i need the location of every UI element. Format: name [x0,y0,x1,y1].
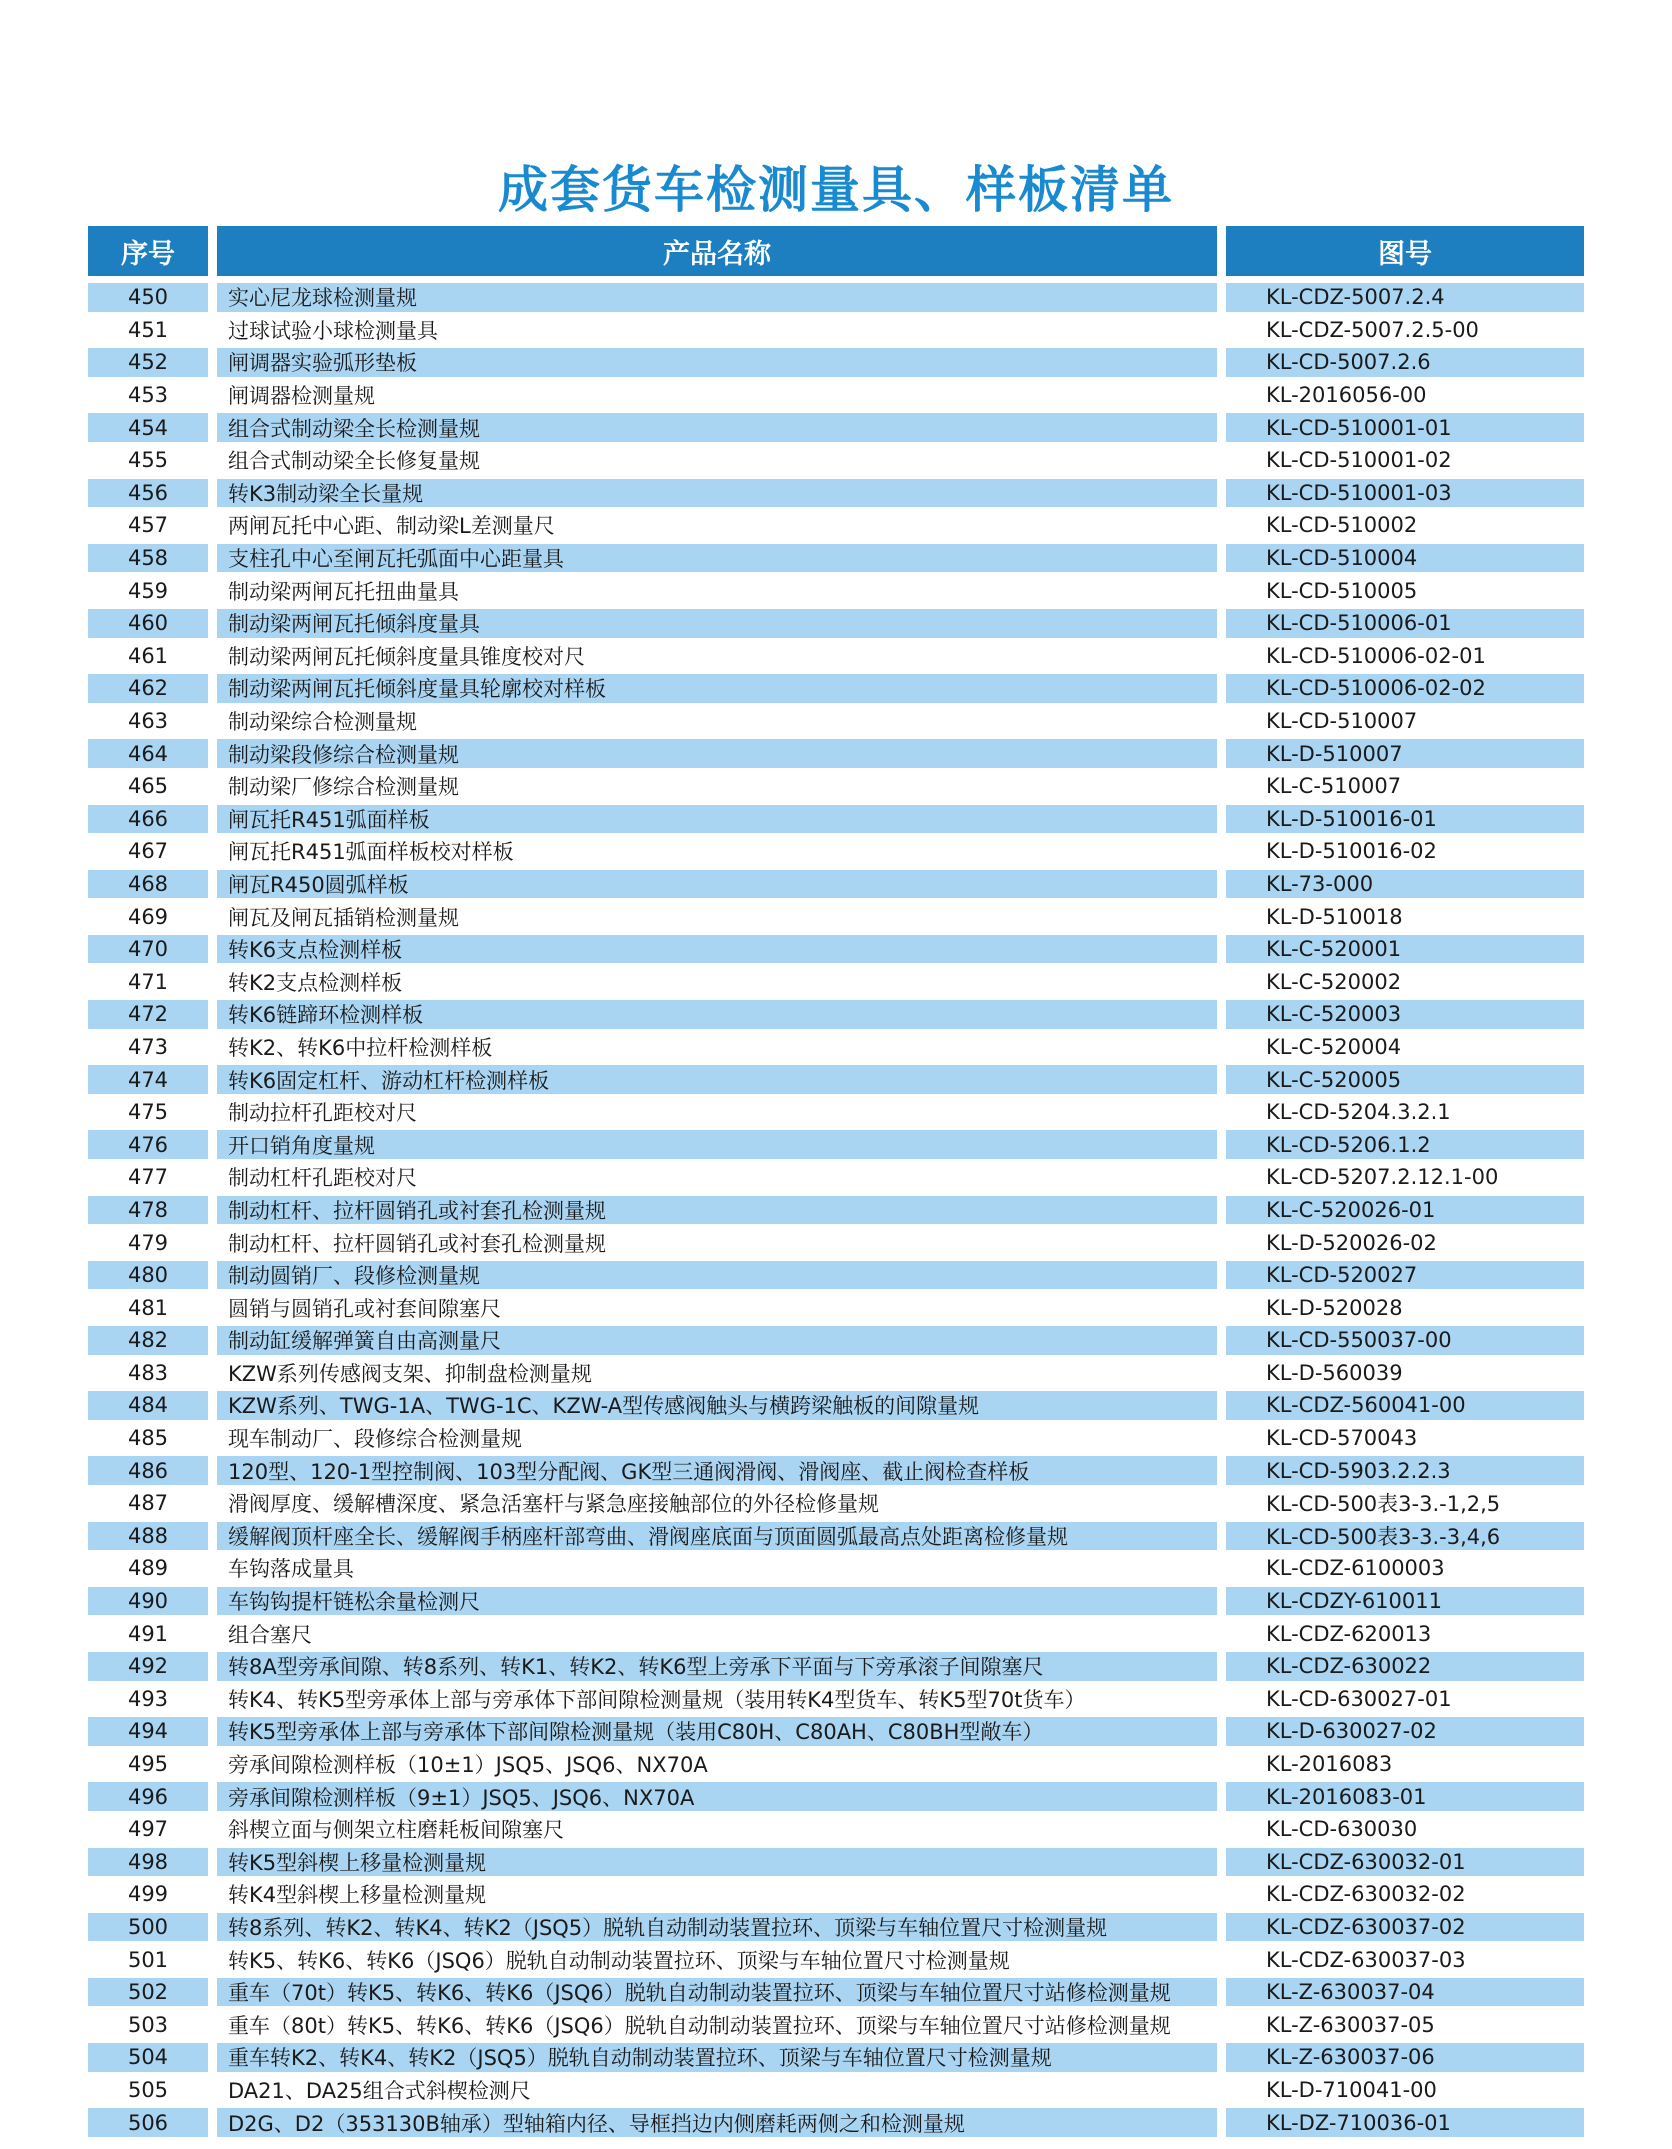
row-product-name: 支柱孔中心至闸瓦托弧面中心距量具 [217,544,1217,573]
table-row [88,1454,1584,1487]
table-row [88,1813,1584,1846]
table-row [88,1226,1584,1259]
table-row [88,542,1584,575]
row-drawing-number: KL-D-630027-02 [1226,1717,1584,1746]
row-product-name: 转K4、转K5型旁承体上部与旁承体下部间隙检测量规（装用转K4型货车、转K5型70t货车） [217,1685,1217,1714]
table-row [88,1259,1584,1292]
table-row [88,1748,1584,1781]
row-product-name: 闸调器检测量规 [217,381,1217,410]
row-product-name: 闸调器实验弧形垫板 [217,348,1217,377]
table-row [88,1846,1584,1879]
row-product-name: 旁承间隙检测样板（9±1）JSQ5、JSQ6、NX70A [217,1782,1217,1811]
table-row [88,640,1584,673]
row-product-name: 现车制动厂、段修综合检测量规 [217,1424,1217,1453]
row-serial: 471 [88,967,208,996]
row-serial: 492 [88,1652,208,1681]
row-drawing-number: KL-CD-500表3-3.-3,4,6 [1226,1522,1584,1551]
table-row [88,1031,1584,1064]
row-serial: 481 [88,1293,208,1322]
table-row [88,1487,1584,1520]
row-product-name: 转K3制动梁全长量规 [217,479,1217,508]
row-drawing-number: KL-CD-520027 [1226,1261,1584,1290]
row-serial: 477 [88,1163,208,1192]
row-product-name: 转K2支点检测样板 [217,967,1217,996]
row-drawing-number: KL-CD-5207.2.12.1-00 [1226,1163,1584,1192]
row-drawing-number: KL-CD-510005 [1226,576,1584,605]
row-product-name: 重车（80t）转K5、转K6、转K6（JSQ6）脱轨自动制动装置拉环、顶梁与车轴位置尺寸站修检测量规 [217,2010,1217,2039]
row-drawing-number: KL-C-510007 [1226,772,1584,801]
row-product-name: 制动缸缓解弹簧自由高测量尺 [217,1326,1217,1355]
table-row [88,346,1584,379]
table-row [88,314,1584,347]
row-product-name: 实心尼龙球检测量规 [217,283,1217,312]
row-drawing-number: KL-CD-630030 [1226,1815,1584,1844]
table-row [88,1357,1584,1390]
table-row [88,1194,1584,1227]
row-serial: 495 [88,1750,208,1779]
row-drawing-number: KL-2016083 [1226,1750,1584,1779]
row-serial: 463 [88,707,208,736]
row-product-name: DA21、DA25组合式斜楔检测尺 [217,2076,1217,2105]
row-drawing-number: KL-CDZ-630032-01 [1226,1848,1584,1877]
row-serial: 452 [88,348,208,377]
row-product-name: 组合式制动梁全长修复量规 [217,446,1217,475]
row-product-name: 制动杠杆孔距校对尺 [217,1163,1217,1192]
row-serial: 491 [88,1619,208,1648]
table-row [88,1943,1584,1976]
row-drawing-number: KL-D-520026-02 [1226,1228,1584,1257]
row-drawing-number: KL-CDZ-630022 [1226,1652,1584,1681]
table-row [88,444,1584,477]
table-row [88,900,1584,933]
row-serial: 450 [88,283,208,312]
row-serial: 486 [88,1456,208,1485]
row-product-name: 制动梁两闸瓦托扭曲量具 [217,576,1217,605]
table-row [88,1291,1584,1324]
table-header [88,226,1584,276]
row-serial: 451 [88,316,208,345]
table-row [88,2074,1584,2107]
table-row [88,607,1584,640]
row-product-name: 转8系列、转K2、转K4、转K2（JSQ5）脱轨自动制动装置拉环、顶梁与车轴位置尺寸检测量规 [217,1913,1217,1942]
row-drawing-number: KL-CDZ-6100003 [1226,1554,1584,1583]
row-serial: 484 [88,1391,208,1420]
row-drawing-number: KL-CD-5206.1.2 [1226,1130,1584,1159]
row-serial: 493 [88,1685,208,1714]
row-drawing-number: KL-D-560039 [1226,1359,1584,1388]
row-drawing-number: KL-2016083-01 [1226,1782,1584,1811]
row-serial: 474 [88,1065,208,1094]
row-drawing-number: KL-CD-510002 [1226,511,1584,540]
table-row [88,672,1584,705]
row-serial: 462 [88,674,208,703]
row-serial: 506 [88,2108,208,2137]
table-row [88,868,1584,901]
row-product-name: 转K2、转K6中拉杆检测样板 [217,1033,1217,1062]
product-table [88,226,1584,2139]
row-serial: 475 [88,1098,208,1127]
table-row [88,1976,1584,2009]
table-row [88,803,1584,836]
row-serial: 499 [88,1880,208,1909]
table-row [88,1389,1584,1422]
table-row [88,770,1584,803]
table-row [88,477,1584,510]
row-serial: 485 [88,1424,208,1453]
row-drawing-number: KL-D-510016-01 [1226,805,1584,834]
row-drawing-number: KL-CD-510001-03 [1226,479,1584,508]
table-row [88,1161,1584,1194]
table-row [88,965,1584,998]
row-drawing-number: KL-CDZ-560041-00 [1226,1391,1584,1420]
row-drawing-number: KL-D-510007 [1226,739,1584,768]
row-serial: 469 [88,902,208,931]
row-drawing-number: KL-C-520026-01 [1226,1196,1584,1225]
table-row [88,998,1584,1031]
row-drawing-number: KL-2016056-00 [1226,381,1584,410]
row-product-name: 制动拉杆孔距校对尺 [217,1098,1217,1127]
table-row [88,1585,1584,1618]
row-serial: 502 [88,1978,208,2007]
table-row [88,705,1584,738]
table-row [88,1128,1584,1161]
table-row [88,281,1584,314]
row-drawing-number: KL-CDZ-630032-02 [1226,1880,1584,1909]
row-serial: 456 [88,479,208,508]
row-serial: 487 [88,1489,208,1518]
row-drawing-number: KL-CD-570043 [1226,1424,1584,1453]
table-row [88,1683,1584,1716]
table-row [88,574,1584,607]
row-serial: 468 [88,870,208,899]
row-drawing-number: KL-C-520001 [1226,935,1584,964]
table-row [88,379,1584,412]
row-serial: 455 [88,446,208,475]
row-product-name: 制动梁厂修综合检测量规 [217,772,1217,801]
row-drawing-number: KL-C-520003 [1226,1000,1584,1029]
row-drawing-number: KL-C-520004 [1226,1033,1584,1062]
row-product-name: 转K6链蹄环检测样板 [217,1000,1217,1029]
row-product-name: 120型、120-1型控制阀、103型分配阀、GK型三通阀滑阀、滑阀座、截止阀检查样板 [217,1456,1217,1485]
row-serial: 464 [88,739,208,768]
row-serial: 500 [88,1913,208,1942]
row-product-name: 重车（70t）转K5、转K6、转K6（JSQ6）脱轨自动制动装置拉环、顶梁与车轴位置尺寸站修检测量规 [217,1978,1217,2007]
row-product-name: 旁承间隙检测样板（10±1）JSQ5、JSQ6、NX70A [217,1750,1217,1779]
row-serial: 478 [88,1196,208,1225]
table-body [88,281,1584,2139]
table-row [88,1096,1584,1129]
row-product-name: 闸瓦托R451弧面样板校对样板 [217,837,1217,866]
row-product-name: 转K5型斜楔上移量检测量规 [217,1848,1217,1877]
row-product-name: 闸瓦托R451弧面样板 [217,805,1217,834]
row-serial: 490 [88,1587,208,1616]
row-serial: 496 [88,1782,208,1811]
row-drawing-number: KL-CDZ-5007.2.5-00 [1226,316,1584,345]
table-row [88,1617,1584,1650]
row-serial: 503 [88,2010,208,2039]
row-serial: 466 [88,805,208,834]
row-serial: 497 [88,1815,208,1844]
row-drawing-number: KL-CD-630027-01 [1226,1685,1584,1714]
table-row [88,835,1584,868]
row-product-name: 制动杠杆、拉杆圆销孔或衬套孔检测量规 [217,1228,1217,1257]
row-drawing-number: KL-D-510018 [1226,902,1584,931]
row-product-name: 两闸瓦托中心距、制动梁L差测量尺 [217,511,1217,540]
table-row [88,411,1584,444]
row-product-name: 组合式制动梁全长检测量规 [217,413,1217,442]
row-drawing-number: KL-Z-630037-04 [1226,1978,1584,2007]
row-product-name: 开口销角度量规 [217,1130,1217,1159]
row-product-name: 重车转K2、转K4、转K2（JSQ5）脱轨自动制动装置拉环、顶梁与车轴位置尺寸检测量规 [217,2043,1217,2072]
table-row [88,1878,1584,1911]
row-product-name: KZW系列、TWG-1A、TWG-1C、KZW-A型传感阀触头与横跨梁触板的间隙量规 [217,1391,1217,1420]
table-row [88,1520,1584,1553]
row-drawing-number: KL-C-520002 [1226,967,1584,996]
row-product-name: D2G、D2（353130B轴承）型轴箱内径、导框挡边内侧磨耗两侧之和检测量规 [217,2108,1217,2137]
row-serial: 480 [88,1261,208,1290]
row-serial: 498 [88,1848,208,1877]
row-product-name: 转K6固定杠杆、游动杠杆检测样板 [217,1065,1217,1094]
row-drawing-number: KL-CDZ-630037-03 [1226,1945,1584,1974]
row-product-name: 转K5型旁承体上部与旁承体下部间隙检测量规（装用C80H、C80AH、C80BH型敞车） [217,1717,1217,1746]
row-serial: 489 [88,1554,208,1583]
row-drawing-number: KL-CD-510007 [1226,707,1584,736]
row-serial: 459 [88,576,208,605]
row-product-name: 制动杠杆、拉杆圆销孔或衬套孔检测量规 [217,1196,1217,1225]
row-product-name: 转K6支点检测样板 [217,935,1217,964]
header-product-name: 产品名称 [217,226,1217,276]
row-drawing-number: KL-CDZ-620013 [1226,1619,1584,1648]
row-serial: 494 [88,1717,208,1746]
row-serial: 479 [88,1228,208,1257]
row-drawing-number: KL-CD-5007.2.6 [1226,348,1584,377]
row-product-name: 制动梁综合检测量规 [217,707,1217,736]
table-row [88,1552,1584,1585]
row-drawing-number: KL-C-520005 [1226,1065,1584,1094]
row-drawing-number: KL-CD-5204.3.2.1 [1226,1098,1584,1127]
row-product-name: 转K4型斜楔上移量检测量规 [217,1880,1217,1909]
row-serial: 483 [88,1359,208,1388]
row-drawing-number: KL-CD-510006-01 [1226,609,1584,638]
table-row [88,737,1584,770]
row-drawing-number: KL-CD-510001-02 [1226,446,1584,475]
row-product-name: 闸瓦R450圆弧样板 [217,870,1217,899]
row-drawing-number: KL-CDZY-610011 [1226,1587,1584,1616]
row-drawing-number: KL-CD-5903.2.2.3 [1226,1456,1584,1485]
row-serial: 488 [88,1522,208,1551]
table-row [88,1715,1584,1748]
table-row [88,1911,1584,1944]
row-product-name: 制动梁段修综合检测量规 [217,739,1217,768]
row-product-name: 缓解阀顶杆座全长、缓解阀手柄座杆部弯曲、滑阀座底面与顶面圆弧最高点处距离检修量规 [217,1522,1217,1551]
row-product-name: 转8A型旁承间隙、转8系列、转K1、转K2、转K6型上旁承下平面与下旁承滚子间隙塞尺 [217,1652,1217,1681]
row-serial: 501 [88,1945,208,1974]
row-drawing-number: KL-CD-510001-01 [1226,413,1584,442]
row-serial: 460 [88,609,208,638]
row-drawing-number: KL-CDZ-630037-02 [1226,1913,1584,1942]
table-row [88,1650,1584,1683]
row-drawing-number: KL-D-710041-00 [1226,2076,1584,2105]
table-row [88,509,1584,542]
row-serial: 504 [88,2043,208,2072]
row-serial: 454 [88,413,208,442]
table-row [88,1780,1584,1813]
row-serial: 476 [88,1130,208,1159]
row-drawing-number: KL-CD-500表3-3.-1,2,5 [1226,1489,1584,1518]
table-row [88,2041,1584,2074]
row-product-name: 斜楔立面与侧架立柱磨耗板间隙塞尺 [217,1815,1217,1844]
row-drawing-number: KL-CD-550037-00 [1226,1326,1584,1355]
header-drawing-number: 图号 [1226,226,1584,276]
row-product-name: 转K5、转K6、转K6（JSQ6）脱轨自动制动装置拉环、顶梁与车轴位置尺寸检测量规 [217,1945,1217,1974]
row-serial: 467 [88,837,208,866]
row-drawing-number: KL-73-000 [1226,870,1584,899]
row-product-name: 车钩落成量具 [217,1554,1217,1583]
row-product-name: 车钩钩提杆链松余量检测尺 [217,1587,1217,1616]
table-row [88,933,1584,966]
table-row [88,2106,1584,2139]
row-product-name: 圆销与圆销孔或衬套间隙塞尺 [217,1293,1217,1322]
table-row [88,1422,1584,1455]
row-drawing-number: KL-CDZ-5007.2.4 [1226,283,1584,312]
row-product-name: 制动梁两闸瓦托倾斜度量具轮廓校对样板 [217,674,1217,703]
row-serial: 453 [88,381,208,410]
row-drawing-number: KL-Z-630037-05 [1226,2010,1584,2039]
row-product-name: 制动梁两闸瓦托倾斜度量具锥度校对尺 [217,642,1217,671]
row-serial: 505 [88,2076,208,2105]
row-product-name: 组合塞尺 [217,1619,1217,1648]
row-serial: 457 [88,511,208,540]
table-row [88,2008,1584,2041]
header-serial: 序号 [88,226,208,276]
row-serial: 465 [88,772,208,801]
row-serial: 482 [88,1326,208,1355]
row-drawing-number: KL-Z-630037-06 [1226,2043,1584,2072]
row-product-name: 过球试验小球检测量具 [217,316,1217,345]
row-drawing-number: KL-D-520028 [1226,1293,1584,1322]
row-product-name: 闸瓦及闸瓦插销检测量规 [217,902,1217,931]
row-serial: 472 [88,1000,208,1029]
row-serial: 461 [88,642,208,671]
row-product-name: 制动圆销厂、段修检测量规 [217,1261,1217,1290]
table-row [88,1063,1584,1096]
row-serial: 458 [88,544,208,573]
table-row [88,1324,1584,1357]
row-product-name: KZW系列传感阀支架、抑制盘检测量规 [217,1359,1217,1388]
row-product-name: 滑阀厚度、缓解槽深度、紧急活塞杆与紧急座接触部位的外径检修量规 [217,1489,1217,1518]
row-serial: 470 [88,935,208,964]
page-title: 成套货车检测量具、样板清单 [498,161,1174,219]
row-serial: 473 [88,1033,208,1062]
row-drawing-number: KL-D-510016-02 [1226,837,1584,866]
row-drawing-number: KL-CD-510006-02-02 [1226,674,1584,703]
row-drawing-number: KL-CD-510006-02-01 [1226,642,1584,671]
row-drawing-number: KL-CD-510004 [1226,544,1584,573]
row-drawing-number: KL-DZ-710036-01 [1226,2108,1584,2137]
row-product-name: 制动梁两闸瓦托倾斜度量具 [217,609,1217,638]
